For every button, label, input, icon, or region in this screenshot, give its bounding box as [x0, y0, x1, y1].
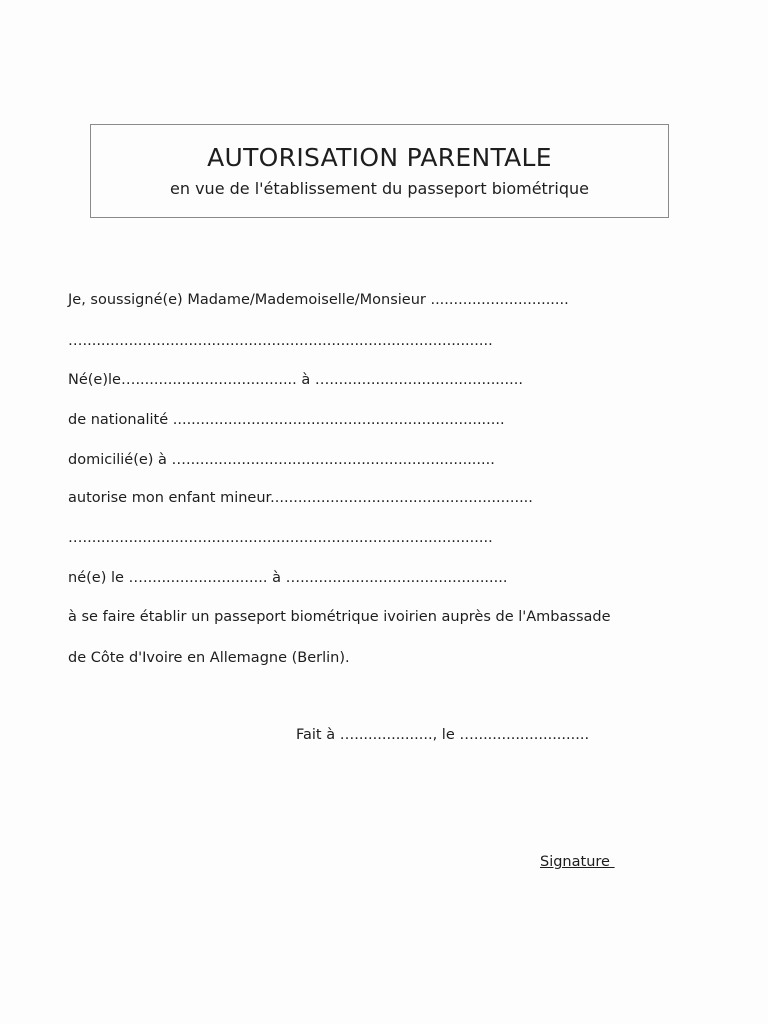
title-box: [90, 124, 669, 218]
declarant-name-line: Je, soussigné(e) Madame/Mademoiselle/Monsieur ..............................: [68, 292, 569, 308]
residence-line: domicilié(e) à …...................................................................: [68, 452, 495, 468]
authorization-text-line-1: à se faire établir un passeport biométrique ivoirien auprès de l'Ambassade: [68, 609, 611, 625]
authorization-text-line-2: de Côte d'Ivoire en Allemagne (Berlin).: [68, 650, 350, 666]
child-birth-line: né(e) le …........................... à ….............................................: [68, 570, 508, 586]
place-date-line: Fait à …................., le ….........................: [296, 727, 590, 743]
nationality-line: de nationalité ........................................................................: [68, 412, 505, 428]
document-title: AUTORISATION PARENTALE: [207, 143, 552, 172]
signature-label: Signature: [540, 854, 615, 870]
document-subtitle: en vue de l'établissement du passeport biométrique: [170, 179, 589, 198]
minor-child-continuation-line: ….........................................................................................: [68, 530, 493, 546]
birth-date-place-line: Né(e)le…................................... à …..........................................: [68, 372, 523, 388]
declarant-name-continuation-line: ….........................................................................................: [68, 333, 493, 349]
minor-child-line: autorise mon enfant mineur.........................................................: [68, 490, 533, 506]
